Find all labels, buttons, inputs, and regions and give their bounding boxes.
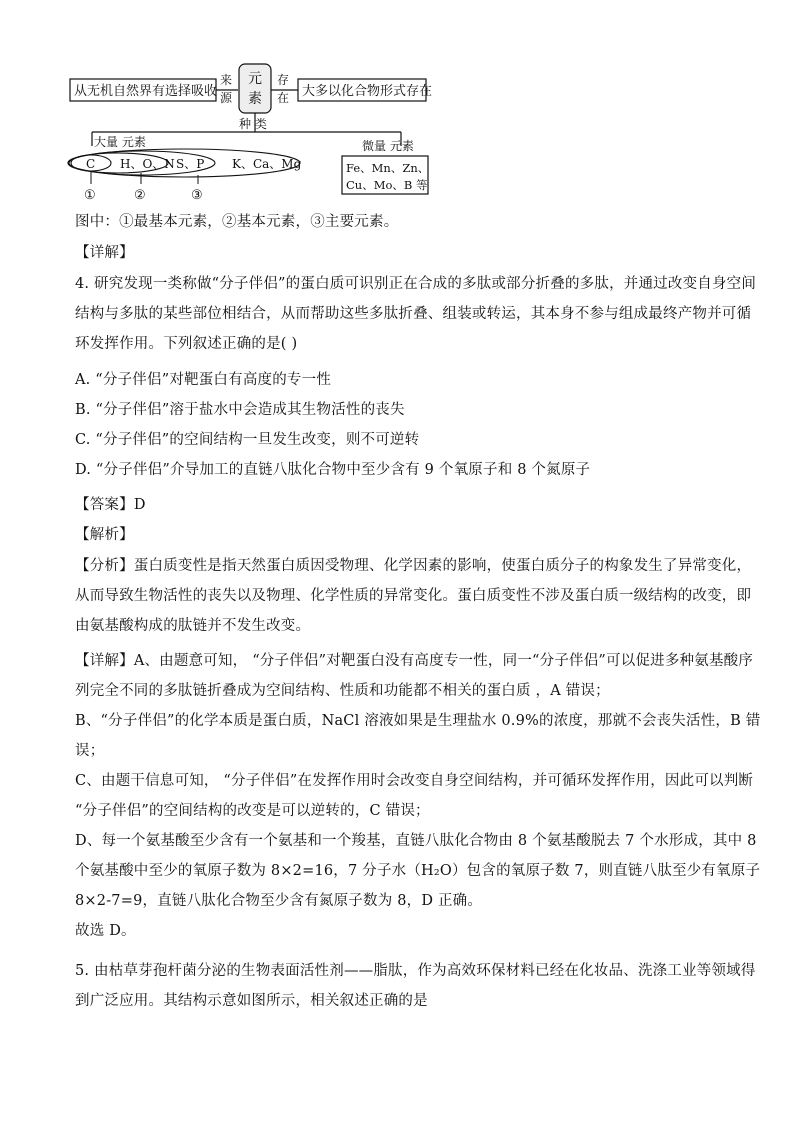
xiangjie-line: 误； (75, 743, 105, 759)
laiyuan-top: 来 (220, 73, 233, 87)
xiangjie-line: 故选 D。 (75, 923, 136, 939)
element-classification-diagram (66, 60, 436, 210)
answer-value: D (133, 497, 146, 513)
answer-label: 【答案】 (75, 497, 134, 513)
micro-line-2: Cu、Mo、B 等 (346, 178, 428, 192)
fenxi-label: 【分析】 (75, 558, 134, 574)
q4-options (75, 365, 725, 485)
analysis-label: 【解析】 (75, 527, 134, 543)
detail-label-1: 【详解】 (75, 245, 134, 261)
cunzai-bottom: 在 (277, 91, 290, 105)
macro-element-c: C (86, 157, 96, 171)
q4-stem-line: 环发挥作用。下列叙述正确的是( ) (75, 336, 298, 352)
micro-line-1: Fe、Mn、Zn、 (346, 161, 430, 175)
cunzai-top: 存 (277, 73, 290, 87)
xiangjie-label: 【详解】 (75, 653, 134, 669)
mark-1: ① (84, 188, 96, 203)
weiliang-label: 微量 元素 (362, 139, 414, 153)
zhonglei-label: 种 类 (239, 117, 267, 131)
center-text-2: 素 (248, 91, 262, 107)
q5-stem-line: 到广泛应用。其结构示意如图所示，相关叙述正确的是 (75, 993, 428, 1009)
xiangjie-line: C、由题干信息可知， “分子伴侣”在发挥作用时会改变自身空间结构，并可循环发挥作用，因此可以判断 (75, 773, 754, 789)
xiangjie-line (75, 646, 754, 676)
q4-option-a: A. “分子伴侣”对靶蛋白有高度的专一性 (75, 372, 332, 388)
macro-element-sp: S、P (176, 157, 205, 171)
center-text-1: 元 (248, 71, 262, 87)
q4-option-c: C. “分子伴侣”的空间结构一旦发生改变，则不可逆转 (75, 432, 420, 448)
daliang-label: 大量 元素 (94, 135, 146, 149)
q4-stem-line: 结构与多肽的某些部位相结合，从而帮助这些多肽折叠、组装或转运，其本身不参与组成最终产物并可循 (75, 306, 752, 322)
q4-stem (75, 269, 757, 359)
q5-stem-line: 5. 由枯草芽孢杆菌分泌的生物表面活性剂——脂肽，作为高效环保材料已经在化妆品、洗涤工业等领域得 (75, 963, 756, 979)
mark-2: ② (134, 188, 146, 203)
q4-option-b: B. “分子伴侣”溶于盐水中会造成其生物活性的丧失 (75, 402, 405, 418)
q4-option-d: D. “分子伴侣”介导加工的直链八肽化合物中至少含有 9 个氧原子和 8 个氮原子 (75, 462, 591, 478)
fenxi-line: 从而导致生物活性的丧失以及物理、化学性质的异常变化。蛋白质变性不涉及蛋白质一级结构的改变，即 (75, 588, 752, 604)
xiangjie-block (75, 646, 761, 946)
xiangjie-line: B、“分子伴侣”的化学本质是蛋白质，NaCl 溶液如果是生理盐水 0.9%的浓度，那就不会丧失活性，B 错 (75, 713, 761, 729)
xiangjie-line: 列完全不同的多肽链折叠成为空间结构、性质和功能都不相关的蛋白质 ，A 错误； (75, 683, 610, 699)
diagram-legend: 图中：①最基本元素，②基本元素，③主要元素。 (75, 214, 399, 230)
q4-answer (75, 495, 725, 515)
q4-stem-line: 4. 研究发现一类称做“分子伴侣”的蛋白质可识别正在合成的多肽或部分折叠的多肽，并通过改变自身空间 (75, 276, 757, 292)
fenxi-block (75, 551, 752, 641)
xiangjie-text: A、由题意可知， “分子伴侣”对靶蛋白没有高度专一性，同一“分子伴侣”可以促进多种氨基酸序 (133, 653, 754, 669)
xiangjie-line: “分子伴侣”的空间结构的改变是可以逆转的，C 错误； (75, 803, 430, 819)
existence-box-text: 大多以化合物形式存在 (302, 84, 433, 99)
q5-stem (75, 956, 756, 1016)
fenxi-line: 由氨基酸构成的肽链并不发生改变。 (75, 618, 311, 634)
xiangjie-line: 8×2-7=9，直链八肽化合物至少含有氮原子数为 8，D 正确。 (75, 893, 483, 909)
macro-element-hon: H、O、N (120, 157, 175, 171)
fenxi-text: 蛋白质变性是指天然蛋白质因受物理、化学因素的影响，使蛋白质分子的构象发生了异常变化， (133, 558, 752, 574)
mark-3: ③ (191, 188, 203, 203)
laiyuan-bottom: 源 (220, 91, 233, 105)
xiangjie-line: 个氨基酸中至少的氧原子数为 8×2=16，7 分子水（H₂O）包含的氧原子数 7，则直链八肽至少有氧原子 (75, 863, 761, 879)
xiangjie-line: D、每一个氨基酸至少含有一个氨基和一个羧基，直链八肽化合物由 8 个氨基酸脱去 7 个水形成，其中 8 (75, 833, 757, 849)
fenxi-line (75, 551, 752, 581)
macro-element-kcamg: K、Ca、Mg (232, 157, 302, 171)
source-box-text: 从无机自然界有选择吸收 (74, 84, 218, 99)
